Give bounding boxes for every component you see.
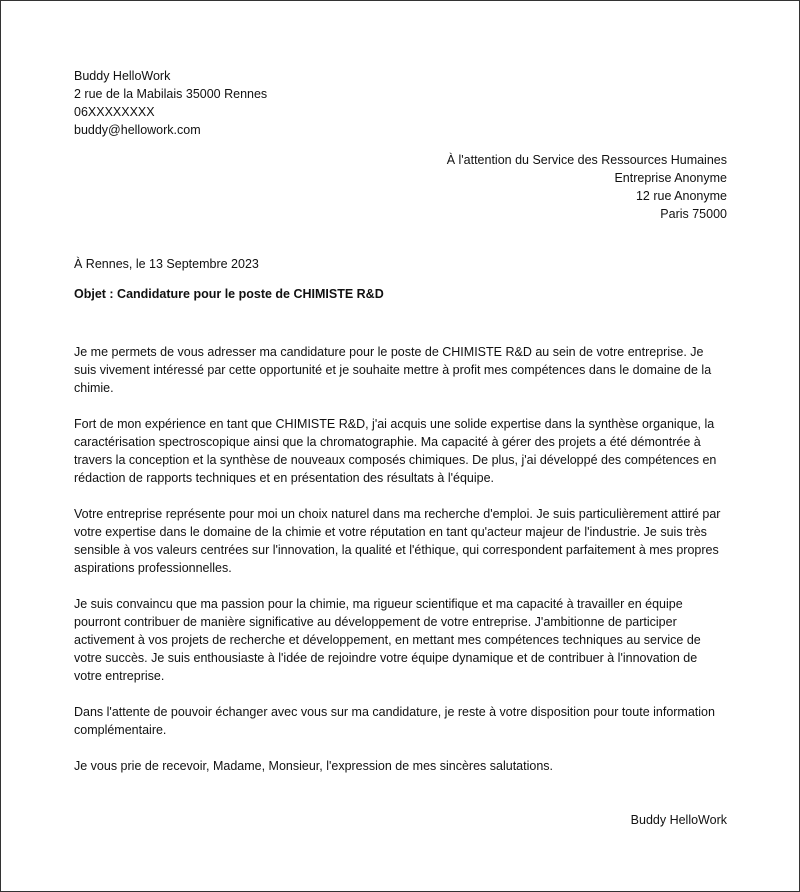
sender-address: 2 rue de la Mabilais 35000 Rennes xyxy=(74,87,268,101)
recipient-company: Entreprise Anonyme xyxy=(614,171,727,185)
letter-body xyxy=(74,343,726,793)
sender-name: Buddy HelloWork xyxy=(74,69,171,83)
place-date: À Rennes, le 13 Septembre 2023 xyxy=(74,257,259,271)
closing-paragraph: Je vous prie de recevoir, Madame, Monsieur, l'expression de mes sincères salutations. xyxy=(74,759,554,773)
recipient-street: 12 rue Anonyme xyxy=(635,189,727,203)
sender-phone: 06XXXXXXXX xyxy=(74,105,155,119)
letter-subject: Objet : Candidature pour le poste de CHIMISTE R&D xyxy=(74,287,384,301)
recipient-attention: À l'attention du Service des Ressources Humaines xyxy=(446,153,727,167)
sender-block xyxy=(74,67,267,139)
body-paragraph: Je suis convaincu que ma passion pour la chimie, ma rigueur scientifique et ma capacité à travailler en équipe pourront contribuer de manière significative au développement de votre entreprise. J'ambitionne de participer activement à vos projets de recherche et développement, en mettant mes compétences techniques au service de votre succès. Je suis enthousiaste à l'idée de rejoindre votre équipe dynamique et de contribuer à l'innovation de votre entreprise. xyxy=(74,597,701,683)
body-paragraph: Dans l'attente de pouvoir échanger avec vous sur ma candidature, je reste à votre disposition pour toute information complémentaire. xyxy=(74,705,715,737)
recipient-city: Paris 75000 xyxy=(660,207,727,221)
signature: Buddy HelloWork xyxy=(630,813,727,827)
recipient-block xyxy=(447,151,727,223)
body-paragraph: Fort de mon expérience en tant que CHIMISTE R&D, j'ai acquis une solide expertise dans la synthèse organique, la caractérisation spectroscopique ainsi que la chromatographie. Ma capacité à gérer des projets a été démontrée à travers la conception et la synthèse de nouveaux composés chimiques. De plus, j'ai développé des compétences en rédaction de rapports techniques et en présentation des résultats à l'équipe. xyxy=(74,417,717,485)
body-paragraph: Votre entreprise représente pour moi un choix naturel dans ma recherche d'emploi. Je suis particulièrement attiré par votre expertise dans le domaine de la chimie et votre réputation en tant qu'acteur majeur de l'industrie. Je suis très sensible à vos valeurs centrées sur l'innovation, la qualité et l'éthique, qui correspondent parfaitement à mes propres aspirations professionnelles. xyxy=(74,507,721,575)
sender-email: buddy@hellowork.com xyxy=(74,123,201,137)
body-paragraph: Je me permets de vous adresser ma candidature pour le poste de CHIMISTE R&D au sein de votre entreprise. Je suis vivement intéressé par cette opportunité et je souhaite mettre à profit mes compétences dans le domaine de la chimie. xyxy=(74,345,712,395)
